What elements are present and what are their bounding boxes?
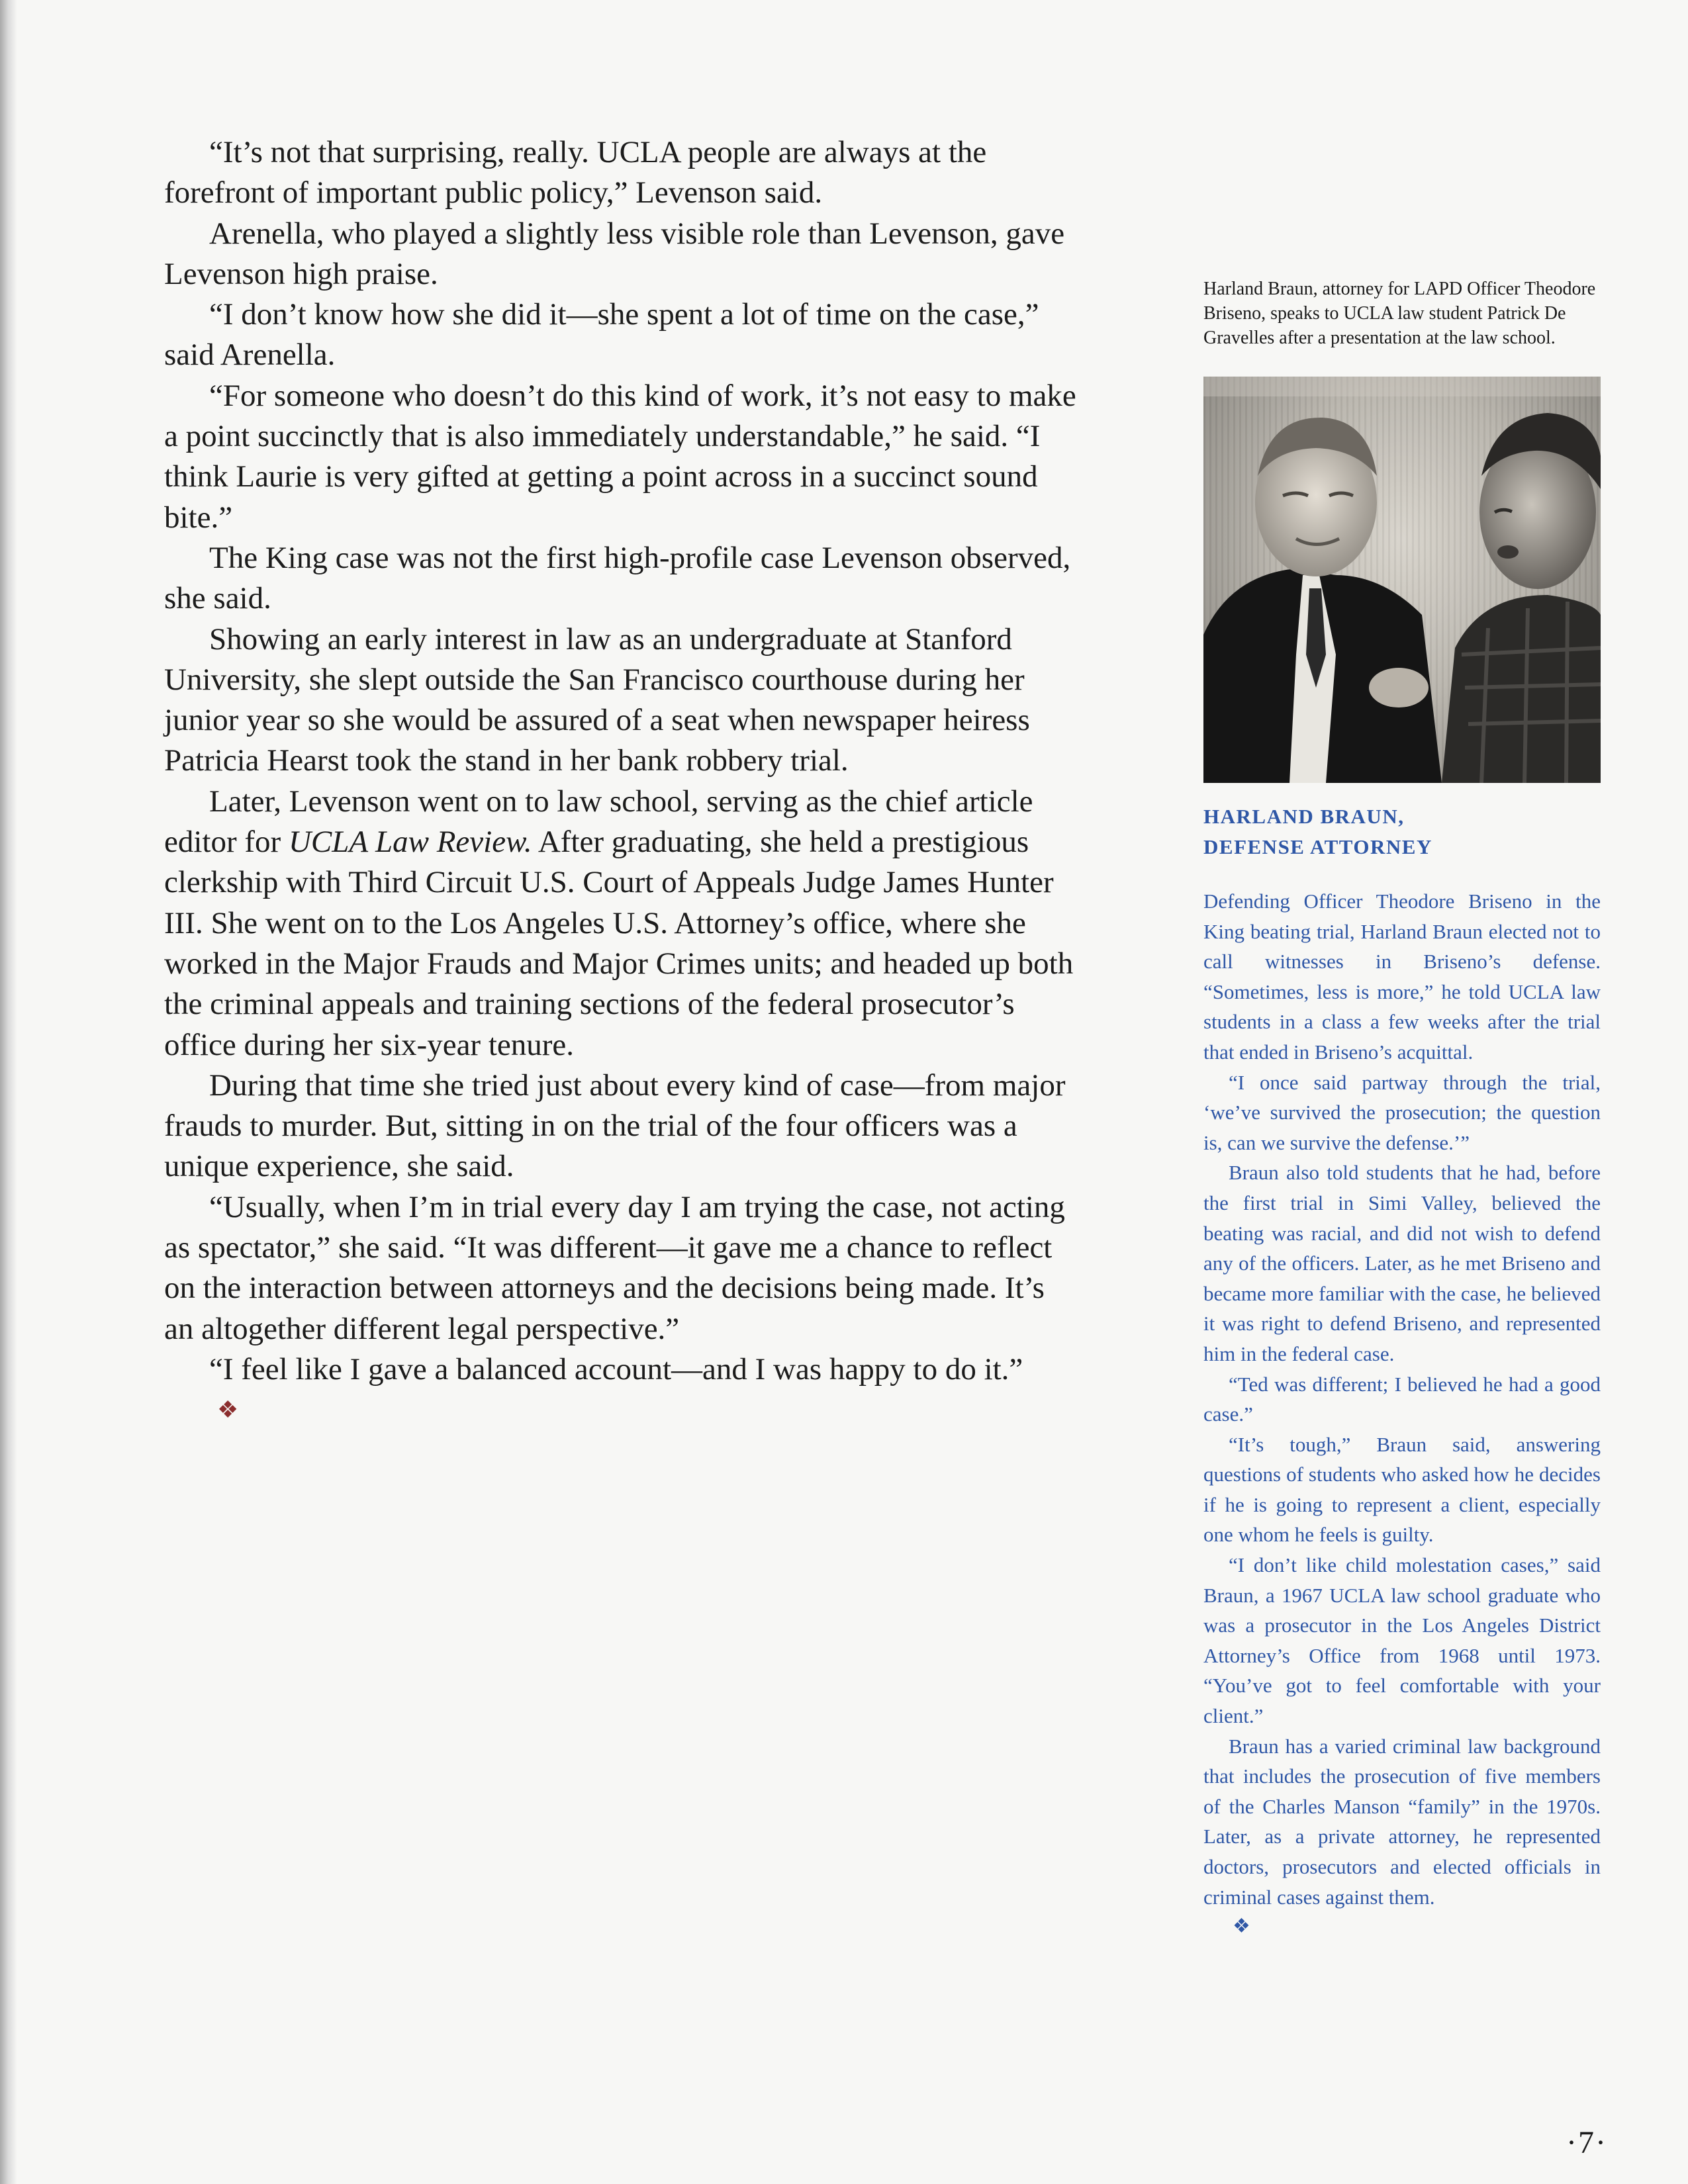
sidebar-body [1203,886,1601,1940]
sidebar-end-ornament-icon: ❖ [1233,1915,1250,1938]
sidebar-title-line-1: HARLAND BRAUN, [1203,805,1405,828]
article-paragraph-6: Showing an early interest in law as an undergraduate at Stanford University, she slept outside the San Francisco courthouse during her junior year so she would be assured of a seat when newspaper heiress Patricia Hearst took the stand in her bank robbery trial. [164,621,1030,778]
p7-text-after: After graduating, she held a prestigious clerkship with Third Circuit U.S. Court of Appeals Judge James Hunter III. She went on to the Los Angeles U.S. Attorney’s office, where she worked in the Major Frauds and Major Crimes units; and headed up both the criminal appeals and training sections of the federal prosecutor’s office during her six-year tenure. [164,825,1074,1062]
photo-illustration [1203,377,1601,783]
p7-text-before: Later, Levenson went on to law school, serving as the chief article editor for [164,784,1033,860]
sidebar-column [1203,277,1601,1940]
sidebar-paragraph-5: “It’s tough,” Braun said, answering questions of students who asked how he decides if he is going to represent a client, especially one whom he feels is guilty. [1203,1432,1601,1547]
article-paragraph-5: The King case was not the first high-profile case Levenson observed, she said. [164,540,1071,616]
article-paragraph-10: “I feel like I gave a balanced account—and I was happy to do it.” [209,1351,1023,1387]
end-ornament-icon: ❖ [217,1396,239,1424]
article-paragraph-3: “I don’t know how she did it—she spent a lot of time on the case,” said Arenella. [164,297,1039,373]
sidebar-paragraph-4: “Ted was different; I believed he had a good case.” [1203,1372,1601,1426]
sidebar-paragraph-3: Braun also told students that he had, before the first trial in Simi Valley, believed the beating was racial, and did not wish to defend any of the officers. Later, as he met Briseno and became more familiar with the case, he believed it was right to defend Briseno, and represented him in the federal case. [1203,1161,1601,1365]
article-paragraph-4: “For someone who doesn’t do this kind of work, it’s not easy to make a point succinctly that is also immediately understandable,” he said. “I think Laurie is very gifted at getting a point across in a succinct sound bite.” [164,378,1076,535]
sidebar-paragraph-7: Braun has a varied criminal law background that includes the prosecution of five members of the Charles Manson “family” in the 1970s. Later, as a private attorney, he represented doctors, prosecutors and elected officials in criminal cases against them. [1203,1734,1601,1909]
sidebar-title-line-2: DEFENSE ATTORNEY [1203,835,1432,858]
sidebar-paragraph-2: “I once said partway through the trial, ‘we’ve survived the prosecution; the question is, can we survive the defense.’” [1203,1070,1601,1154]
article-paragraph-7 [164,782,1078,1066]
sidebar-paragraph-1: Defending Officer Theodore Briseno in the King beating trial, Harland Braun elected not to call witnesses in Briseno’s defense. “Sometimes, less is more,” he told UCLA law students in a class a few weeks after the trial that ended in Briseno’s acquittal. [1203,889,1601,1064]
sidebar-title [1203,801,1601,862]
article-paragraph-8: During that time she tried just about every kind of case—from major frauds to murder. But, sitting in on the trial of the four officers was a unique experience, she said. [164,1068,1066,1184]
main-article-column [164,132,1078,1426]
page-number: ·7· [1566,2125,1607,2160]
sidebar-paragraph-6: “I don’t like child molestation cases,” said Braun, a 1967 UCLA law school graduate who was a prosecutor in the Los Angeles District Attorney’s Office from 1968 until 1973. “You’ve got to feel comfortable with your client.” [1203,1553,1601,1728]
law-review-title: UCLA Law Review. [288,825,532,860]
binding-shadow [0,0,17,2184]
article-paragraph-2: Arenella, who played a slightly less visible role than Levenson, gave Levenson high praise. [164,216,1065,291]
photo-braun-and-student [1203,377,1601,783]
article-paragraph-1: “It’s not that surprising, really. UCLA people are always at the forefront of important public policy,” Levenson said. [164,135,987,210]
photo-caption: Harland Braun, attorney for LAPD Officer Theodore Briseno, speaks to UCLA law student Patrick De Gravelles after a presentation at the law school. [1203,279,1596,348]
article-paragraph-9: “Usually, when I’m in trial every day I am trying the case, not acting as spectator,” she said. “It was different—it gave me a chance to reflect on the interaction between attorneys and the decisions being made. It’s an altogether different legal perspective.” [164,1189,1065,1346]
